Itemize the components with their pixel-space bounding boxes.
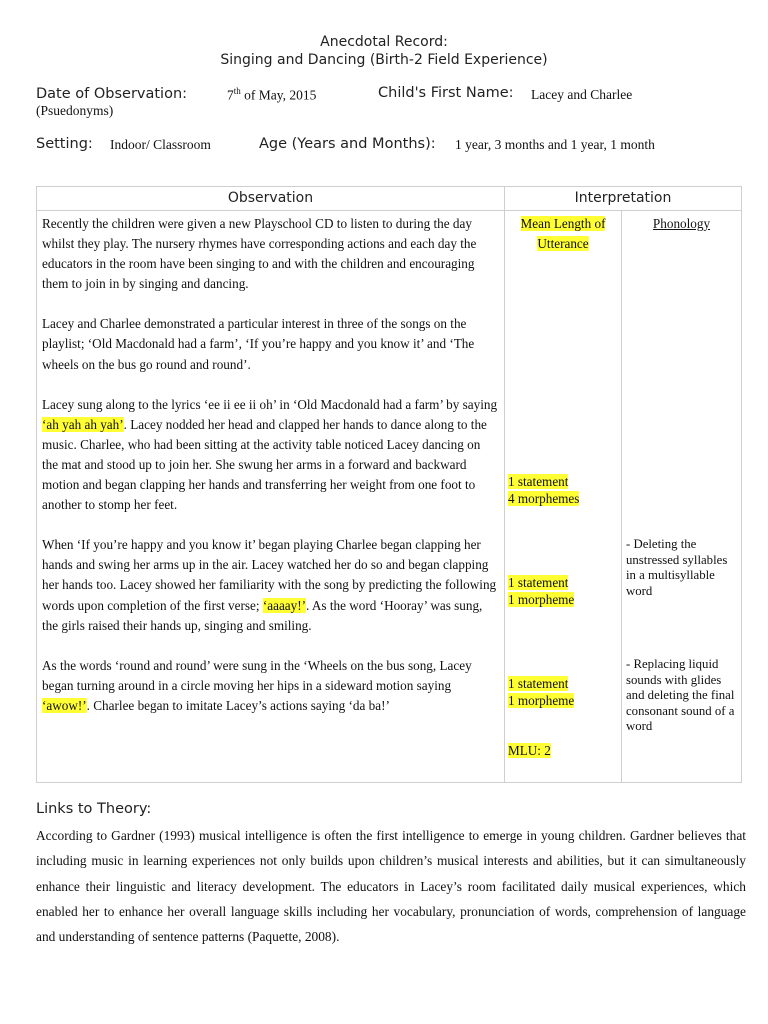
phonology-heading: Phonology bbox=[652, 216, 711, 231]
highlighted-utterance-2: ‘aaaay!’ bbox=[262, 597, 307, 613]
age-label: Age (Years and Months): bbox=[259, 136, 436, 152]
interpretation-header: Interpretation bbox=[505, 187, 742, 211]
date-row bbox=[36, 85, 187, 103]
child-note: (Psuedonyms) bbox=[36, 103, 114, 118]
observation-cell bbox=[37, 211, 505, 783]
date-label: Date of Observation: bbox=[36, 86, 188, 102]
highlighted-utterance-3: ‘awow!’ bbox=[42, 697, 87, 713]
observation-paragraph-3: Lacey sung along to the lyrics ‘ee ii ee ii oh’ in ‘Old Macdonald had a farm’ by saying ‘ah yah ah yah’. Lacey nodded her head and clapped her hands to dance along to the music. Charlee, who had been sitting at the activity table noticed Lacey dancing on the mat and stood up to join her. She swung her arms in a forward and backward motion and began clapping her hands and transferring her weight from one foot to another to stomp her feet. bbox=[42, 396, 498, 513]
observation-table bbox=[36, 186, 742, 783]
links-to-theory-heading: Links to Theory: bbox=[36, 801, 152, 817]
setting-value: Indoor/ Classroom bbox=[110, 137, 211, 152]
highlighted-utterance-1: ‘ah yah ah yah’ bbox=[42, 416, 124, 432]
observation-paragraph-2: Lacey and Charlee demonstrated a particular interest in three of the songs on the playlist; ‘Old Macdonald had a farm’, ‘If you’re happy and you know it’ and ‘The wheels on the bus go round and round’. bbox=[42, 316, 475, 372]
mlu-entry-2: 1 statement 1 morpheme bbox=[508, 575, 575, 607]
table-header-row bbox=[37, 187, 742, 211]
table-body-row bbox=[37, 211, 742, 783]
observation-paragraph-1: Recently the children were given a new Playschool CD to listen to during the day whilst they play. The nursery rhymes have corresponding actions and each day the educators in the room have been singing to and with the children and encouraging them to join in by singing and dancing. bbox=[42, 216, 477, 292]
title-line-1: Anecdotal Record: bbox=[320, 34, 448, 50]
phonology-item-1: - Deleting the unstressed syllables in a multisyllable word bbox=[626, 537, 728, 598]
setting-label: Setting: bbox=[36, 136, 93, 152]
date-value bbox=[227, 86, 316, 104]
mlu-cell bbox=[505, 211, 622, 783]
mlu-total: MLU: 2 bbox=[508, 743, 551, 758]
child-value: Lacey and Charlee bbox=[531, 87, 633, 102]
age-value: 1 year, 3 months and 1 year, 1 month bbox=[455, 137, 655, 152]
title-line-2: Singing and Dancing (Birth-2 Field Experience) bbox=[220, 52, 548, 68]
date-day: 7 bbox=[227, 87, 234, 103]
observation-text bbox=[37, 211, 504, 782]
phonology-cell bbox=[622, 211, 742, 783]
mlu-entry-1: 1 statement 4 morphemes bbox=[508, 474, 580, 506]
observation-header: Observation bbox=[37, 187, 505, 211]
child-label: Child's First Name: bbox=[378, 85, 514, 101]
document-title bbox=[0, 33, 768, 69]
mlu-entry-3: 1 statement 1 morpheme bbox=[508, 676, 575, 708]
phonology-item-2: - Replacing liquid sounds with glides and deleting the final consonant sound of a word bbox=[626, 657, 735, 733]
links-to-theory-text: According to Gardner (1993) musical intelligence is often the first intelligence to emerge in young children. Gardner believes that including music in learning experiences not only builds upon children’s musical interests and abilities, but it can simultaneously enhance their linguistic and literacy development. The educators in Lacey’s room facilitated daily musical experiences, which enabled her to enhance her overall language skills including her vocabulary, pronunciation of words, comprehension of language and understanding of sentence patterns (Paquette, 2008). bbox=[36, 828, 746, 945]
observation-paragraph-4: When ‘If you’re happy and you know it’ began playing Charlee began clapping her hands and swing her arms up in the air. Lacey watched her do so and began clapping her hands too. Lacey showed her familiarity with the song by predicting the following words upon completion of the first verse; ‘aaaay!’. As the word ‘Hooray’ was sung, the girls raised their hands up, singing and smiling. bbox=[42, 537, 497, 633]
date-suffix: th bbox=[233, 86, 241, 96]
mlu-heading: Mean Length of Utterance bbox=[520, 216, 606, 252]
observation-paragraph-5: As the words ‘round and round’ were sung in the ‘Wheels on the bus song, Lacey began turning around in a circle moving her hips in a sideward motion saying ‘awow!’. Charlee began to imitate Lacey’s actions saying ‘da ba!’ bbox=[42, 657, 472, 713]
date-rest: of May, 2015 bbox=[240, 87, 317, 103]
